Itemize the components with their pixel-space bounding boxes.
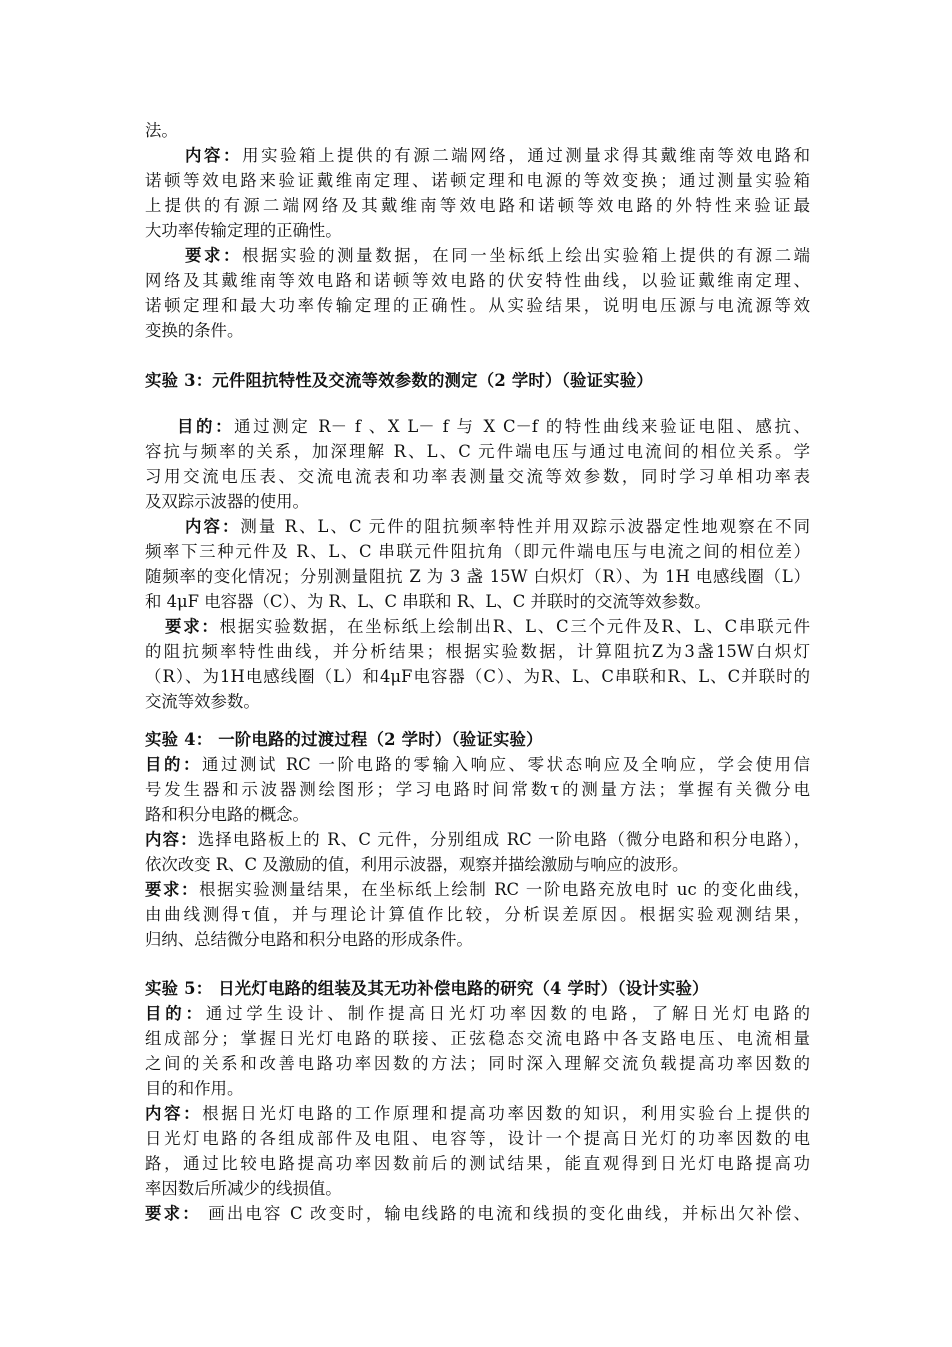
- text-line: 率因数后所减少的线损值。: [145, 1179, 342, 1198]
- text-line: 之间的关系和改善电路功率因数的方法；同时深入理解交流负载提高功率因数的: [145, 1054, 810, 1073]
- text-line: 目的：通过学生设计、制作提高日光灯功率因数的电路，了解日光灯电路的: [145, 1004, 810, 1023]
- text-line: 要求：根据实验测量结果，在坐标纸上绘制 RC 一阶电路充放电时 uc 的变化曲线，: [145, 880, 810, 899]
- text-line: 要求： 画出电容 C 改变时，输电线路的电流和线损的变化曲线，并标出欠补偿、: [145, 1204, 810, 1223]
- section-heading-exp4: 实验 4： 一阶电路的过渡过程（2 学时）（验证实验）: [145, 730, 543, 749]
- text-line: 目的：通过测定 R－ f 、X L－ f 与 X C－f 的特性曲线来验证电阻、感抗、: [177, 417, 810, 436]
- text-line: 依次改变 R、C 及激励的值，利用示波器，观察并描绘激励与响应的波形。: [145, 855, 689, 874]
- text-line: 内容：选择电路板上的 R、C 元件，分别组成 RC 一阶电路（微分电路和积分电路），: [145, 830, 810, 849]
- text-line: 路和积分电路的概念。: [145, 805, 309, 824]
- text-line: 网络及其戴维南等效电路和诺顿等效电路的伏安特性曲线，以验证戴维南定理、: [145, 271, 810, 290]
- text-line: 路，通过比较电路提高功率因数前后的测试结果，能直观得到日光灯电路提高功: [145, 1154, 810, 1173]
- text-line: 要求：根据实验数据，在坐标纸上绘制出R、L、C三个元件及R、L、C串联元件: [165, 617, 810, 636]
- text-line: 要求：根据实验的测量数据，在同一坐标纸上绘出实验箱上提供的有源二端: [185, 246, 810, 265]
- text-line: 号发生器和示波器测绘图形；学习电路时间常数τ的测量方法；掌握有关微分电: [145, 780, 810, 799]
- text-line: 日光灯电路的各组成部件及电阻、电容等，设计一个提高日光灯的功率因数的电: [145, 1129, 810, 1148]
- text-line: 法。: [145, 121, 178, 140]
- text-line: 诺顿定理和最大功率传输定理的正确性。从实验结果，说明电压源与电流源等效: [145, 296, 810, 315]
- text-line: 由曲线测得τ值，并与理论计算值作比较，分析误差原因。根据实验观测结果，: [145, 905, 810, 924]
- section-heading-exp5: 实验 5： 日光灯电路的组装及其无功补偿电路的研究（4 学时）（设计实验）: [145, 979, 709, 998]
- text-line: 诺顿等效电路来验证戴维南定理、诺顿定理和电源的等效变换；通过测量实验箱: [145, 171, 810, 190]
- text-line: 目的：通过测试 RC 一阶电路的零输入响应、零状态响应及全响应，学会使用信: [145, 755, 810, 774]
- text-line: 习用交流电压表、交流电流表和功率表测量交流等效参数，同时学习单相功率表: [145, 467, 810, 486]
- text-line: 内容：用实验箱上提供的有源二端网络，通过测量求得其戴维南等效电路和: [185, 146, 810, 165]
- text-line: 及双踪示波器的使用。: [145, 492, 309, 511]
- section-heading-exp3: 实验 3：元件阻抗特性及交流等效参数的测定（2 学时）（验证实验）: [145, 371, 653, 390]
- text-line: 大功率传输定理的正确性。: [145, 221, 342, 240]
- text-line: （R）、为1H电感线圈（L）和4μF电容器（C）、为R、L、C串联和R、L、C并联时的: [145, 667, 810, 686]
- text-line: 随频率的变化情况；分别测量阻抗 Z 为 3 盏 15W 白炽灯（R）、为 1H 电感线圈（L）: [145, 567, 810, 586]
- text-line: 组成部分；掌握日光灯电路的联接、正弦稳态交流电路中各支路电压、电流相量: [145, 1029, 810, 1048]
- text-line: 上提供的有源二端网络及其戴维南等效电路和诺顿等效电路的外特性来验证最: [145, 196, 810, 215]
- text-line: 交流等效参数。: [145, 692, 260, 711]
- text-line: 内容：根据日光灯电路的工作原理和提高功率因数的知识，利用实验台上提供的: [145, 1104, 810, 1123]
- text-line: 的阻抗频率特性曲线，并分析结果；根据实验数据，计算阻抗Z为3盏15W白炽灯: [145, 642, 810, 661]
- text-line: 归纳、总结微分电路和积分电路的形成条件。: [145, 930, 473, 949]
- text-line: 容抗与频率的关系，加深理解 R、L、C 元件端电压与通过电流间的相位关系。学: [145, 442, 810, 461]
- text-line: 内容：测量 R、L、C 元件的阻抗频率特性并用双踪示波器定性地观察在不同: [185, 517, 810, 536]
- text-line: 和 4μF 电容器（C）、为 R、L、C 串联和 R、L、C 并联时的交流等效参数。: [145, 592, 711, 611]
- text-line: 变换的条件。: [145, 321, 244, 340]
- text-line: 频率下三种元件及 R、L、C 串联元件阻抗角（即元件端电压与电流之间的相位差）: [145, 542, 810, 561]
- text-line: 目的和作用。: [145, 1079, 244, 1098]
